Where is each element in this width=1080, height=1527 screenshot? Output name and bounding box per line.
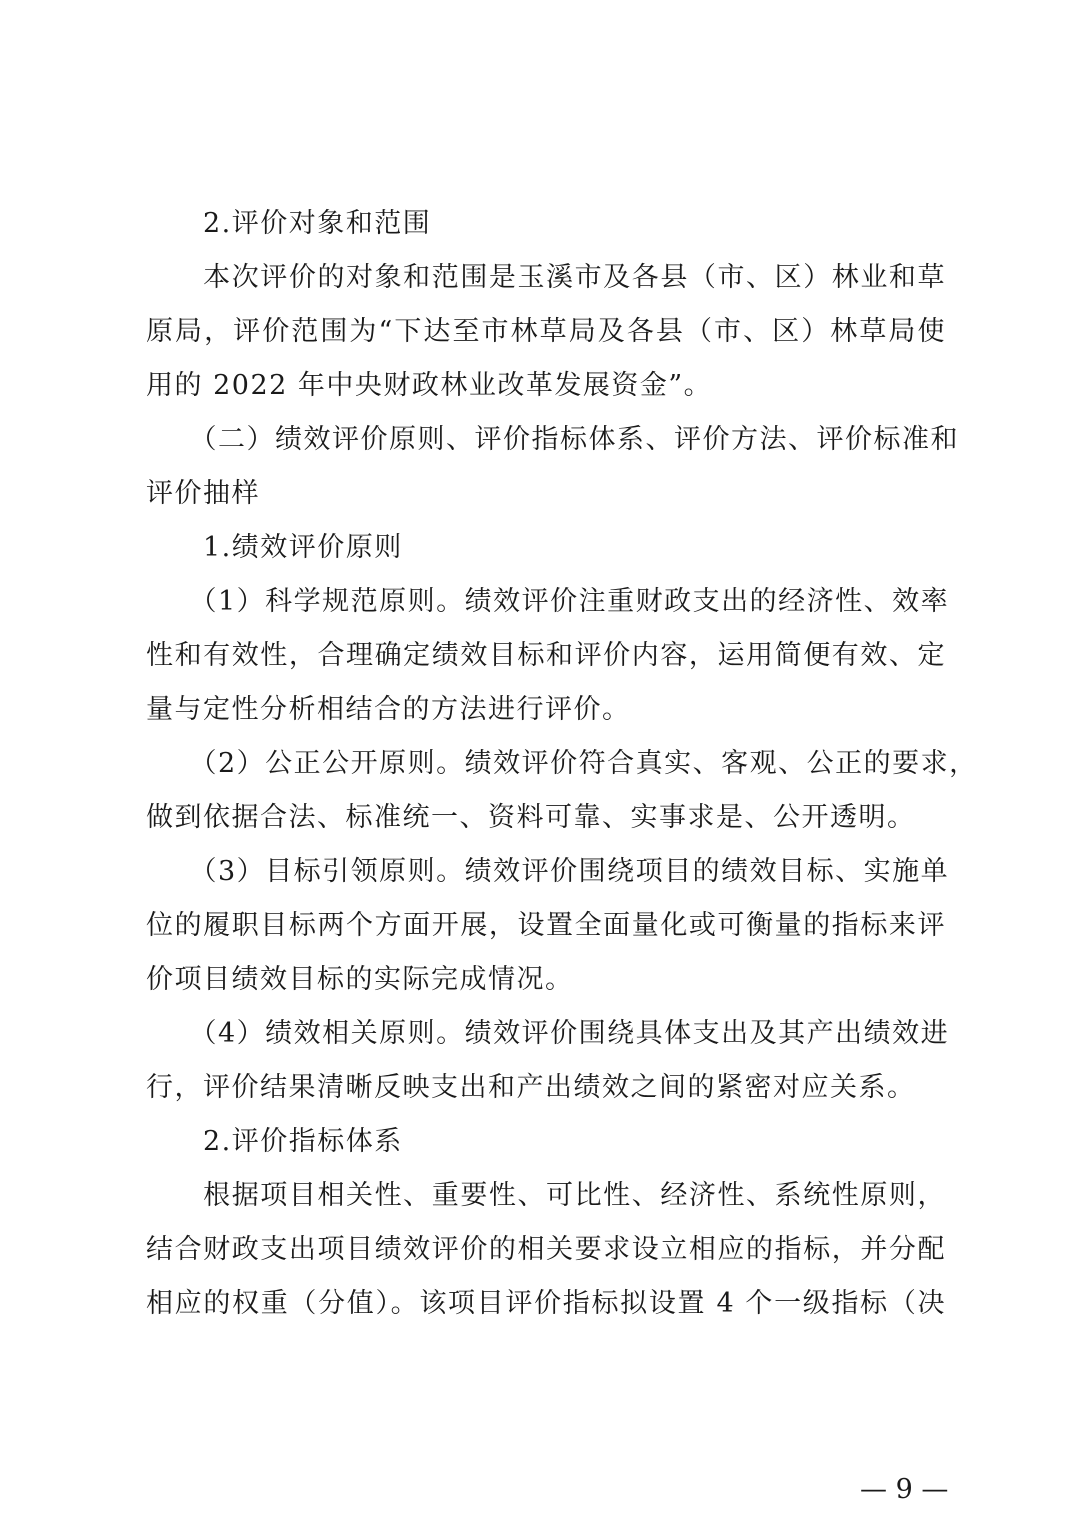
paragraph-line: 做到依据合法、标准统一、资料可靠、实事求是、公开透明。 bbox=[146, 802, 916, 833]
section-heading-principles: （二）绩效评价原则、评价指标体系、评价方法、评价标准和 bbox=[146, 424, 959, 455]
paragraph-line: （2）公正公开原则。绩效评价符合真实、客观、公正的要求， bbox=[146, 748, 978, 779]
paragraph-line: 相应的权重（分值）。该项目评价指标拟设置 4 个一级指标（决 bbox=[146, 1288, 946, 1319]
heading-evaluation-scope: 2.评价对象和范围 bbox=[146, 208, 432, 239]
heading-indicator-system: 2.评价指标体系 bbox=[146, 1126, 403, 1157]
paragraph-line: 性和有效性，合理确定绩效目标和评价内容，运用简便有效、定 bbox=[146, 640, 946, 671]
paragraph-line: 价项目绩效目标的实际完成情况。 bbox=[146, 964, 574, 995]
paragraph-line: 位的履职目标两个方面开展，设置全面量化或可衡量的指标来评 bbox=[146, 910, 946, 941]
page-number: — 9 — bbox=[860, 1474, 949, 1505]
paragraph-line: 原局，评价范围为“下达至市林草局及各县（市、区）林草局使 bbox=[146, 316, 946, 347]
paragraph-line: 行，评价结果清晰反映支出和产出绩效之间的紧密对应关系。 bbox=[146, 1072, 916, 1103]
paragraph-line: 结合财政支出项目绩效评价的相关要求设立相应的指标，并分配 bbox=[146, 1234, 946, 1265]
paragraph-line: 根据项目相关性、重要性、可比性、经济性、系统性原则， bbox=[146, 1180, 946, 1211]
heading-performance-principles: 1.绩效评价原则 bbox=[146, 532, 403, 563]
paragraph-line: 量与定性分析相结合的方法进行评价。 bbox=[146, 694, 631, 725]
paragraph-line: （3）目标引领原则。绩效评价围绕项目的绩效目标、实施单 bbox=[146, 856, 950, 887]
paragraph-line: （1）科学规范原则。绩效评价注重财政支出的经济性、效率 bbox=[146, 586, 950, 617]
section-heading-continuation: 评价抽样 bbox=[146, 478, 260, 509]
body-text bbox=[146, 197, 978, 1331]
paragraph-line: （4）绩效相关原则。绩效评价围绕具体支出及其产出绩效进 bbox=[146, 1018, 950, 1049]
paragraph-line: 用的 2022 年中央财政林业改革发展资金”。 bbox=[146, 370, 713, 401]
paragraph-line: 本次评价的对象和范围是玉溪市及各县（市、区）林业和草 bbox=[146, 262, 946, 293]
